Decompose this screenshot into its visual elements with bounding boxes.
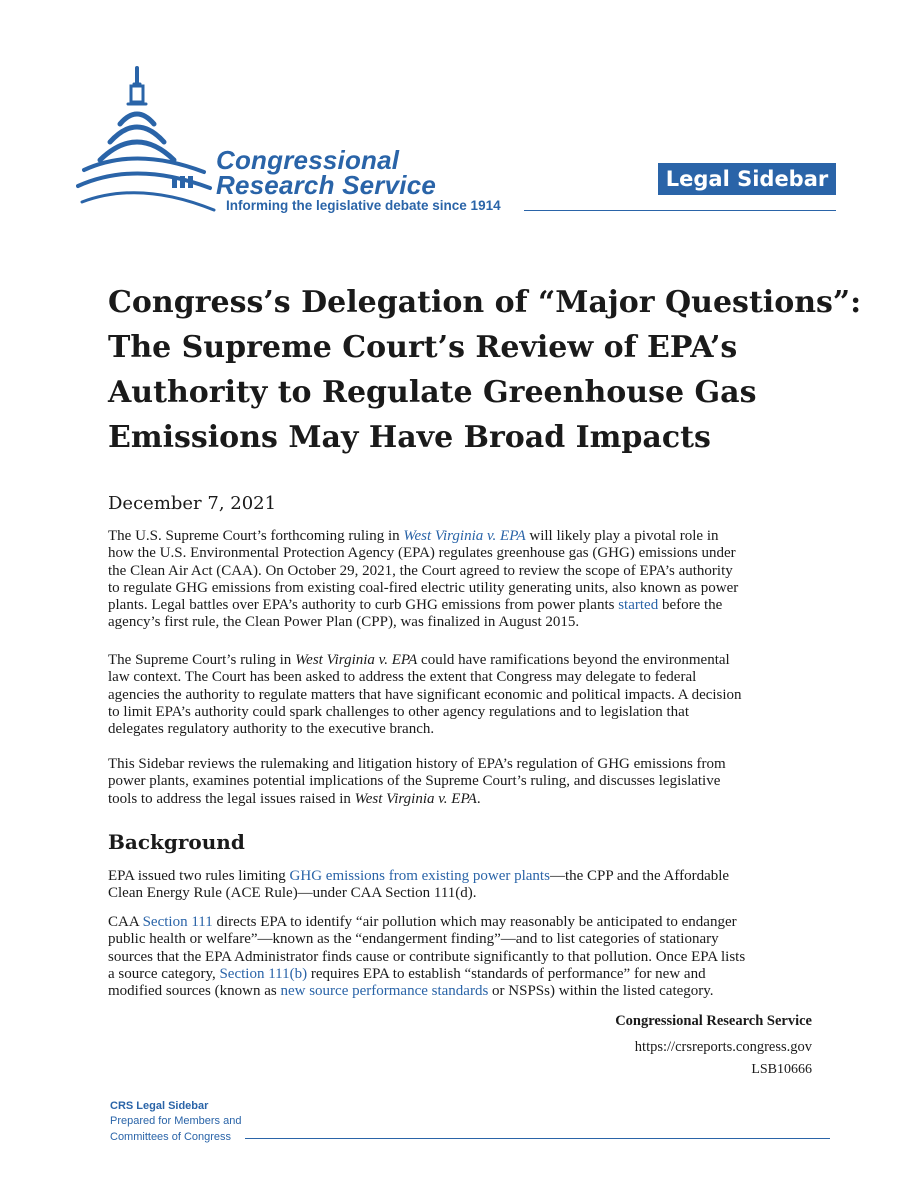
text-line: EPA issued two rules limiting GHG emissions from existing power plants—the CPP and the Affordable [108, 868, 730, 884]
publication-date: December 7, 2021 [108, 493, 277, 514]
page-title [108, 280, 862, 460]
paragraph-intro [108, 528, 816, 632]
text-line: Clean Energy Rule (ACE Rule)—under CAA Section 111(d). [108, 885, 477, 902]
footer-committees: Committees of Congress [110, 1131, 232, 1143]
text-line: agencies the authority to regulate matters that have significant economic and political impacts. A decision [108, 686, 742, 703]
text-line: tools to address the legal issues raised in West Virginia v. EPA. [108, 790, 481, 807]
text-line: agency’s first rule, the Clean Power Plan (CPP), was finalized in August 2015. [108, 614, 580, 631]
title-line: Emissions May Have Broad Impacts [108, 420, 711, 455]
text-line: the Clean Air Act (CAA). On October 29, 2021, the Court agreed to review the scope of EPA’s authority [108, 562, 733, 579]
section-111-link[interactable]: Section 111 [142, 914, 213, 930]
text-line: The Supreme Court’s ruling in West Virginia v. EPA could have ramifications beyond the environmental [108, 652, 730, 668]
background-heading: Background [108, 830, 245, 854]
west-virginia-v-epa-link[interactable]: West Virginia v. EPA [403, 528, 526, 544]
title-line: Authority to Regulate Greenhouse Gas [108, 375, 757, 410]
paragraph-section-111 [108, 914, 816, 1000]
report-number: LSB10666 [751, 1062, 812, 1077]
legal-sidebar-badge: Legal Sidebar [658, 163, 836, 195]
crs-url: https://crsreports.congress.gov [634, 1039, 812, 1055]
paragraph-overview [108, 756, 816, 808]
text-line: to limit EPA’s authority could spark challenges to other agency regulations and to legislation that [108, 703, 690, 720]
text-line: to regulate GHG emissions from existing coal-fired electric utility generating units, also known as power [108, 579, 739, 596]
text-line: how the U.S. Environmental Protection Agency (EPA) regulates greenhouse gas (GHG) emissions under [108, 545, 736, 562]
crs-logo-line2: Research Service [216, 170, 437, 200]
text-line: law context. The Court has been asked to address the extent that Congress may delegate to federal [108, 669, 697, 686]
text-line: delegates regulatory authority to the executive branch. [108, 721, 435, 738]
title-line: The Supreme Court’s Review of EPA’s [108, 330, 738, 365]
capitol-dome-icon [76, 62, 220, 218]
nsps-link[interactable]: new source performance standards [280, 983, 489, 1000]
paragraph-ramifications [108, 652, 816, 738]
text-line: This Sidebar reviews the rulemaking and litigation history of EPA’s regulation of GHG emissions from [108, 756, 726, 772]
crs-tagline: Informing the legislative debate since 1914 [226, 198, 501, 213]
text-line: power plants, examines potential implications of the Supreme Court’s ruling, and discusses legislative [108, 773, 721, 790]
paragraph-two-rules [108, 868, 816, 903]
started-link[interactable]: started [618, 597, 659, 614]
text-line: modified sources (known as new source performance standards or NSPSs) within the listed category. [108, 983, 714, 1000]
title-line: Congress’s Delegation of “Major Questions”: [108, 285, 862, 320]
ghg-emissions-link[interactable]: GHG emissions from existing power plants [289, 868, 550, 884]
section-111b-link[interactable]: Section 111(b) [219, 965, 308, 982]
footer-series: CRS Legal Sidebar [110, 1100, 209, 1112]
text-line: public health or welfare”—known as the “endangerment finding”—and to list categories of stationary [108, 931, 719, 948]
text-line: The U.S. Supreme Court’s forthcoming ruling in West Virginia v. EPA will likely play a pivotal role in [108, 528, 719, 544]
footer-prepared: Prepared for Members and [110, 1115, 242, 1127]
text-line: plants. Legal battles over EPA’s authority to curb GHG emissions from power plants started before the [108, 597, 723, 614]
text-line: a source category, Section 111(b) requires EPA to establish “standards of performance” for new and [108, 965, 706, 982]
footer-divider [245, 1138, 830, 1139]
crs-name: Congressional Research Service [615, 1013, 812, 1029]
text-line: CAA Section 111 directs EPA to identify “air pollution which may reasonably be anticipated to endanger [108, 914, 737, 930]
text-line: sources that the EPA Administrator finds cause or contribute significantly to that pollution. Once EPA lists [108, 948, 746, 965]
tagline-divider [524, 210, 836, 211]
crs-logo-line1: Congressional [216, 145, 400, 175]
